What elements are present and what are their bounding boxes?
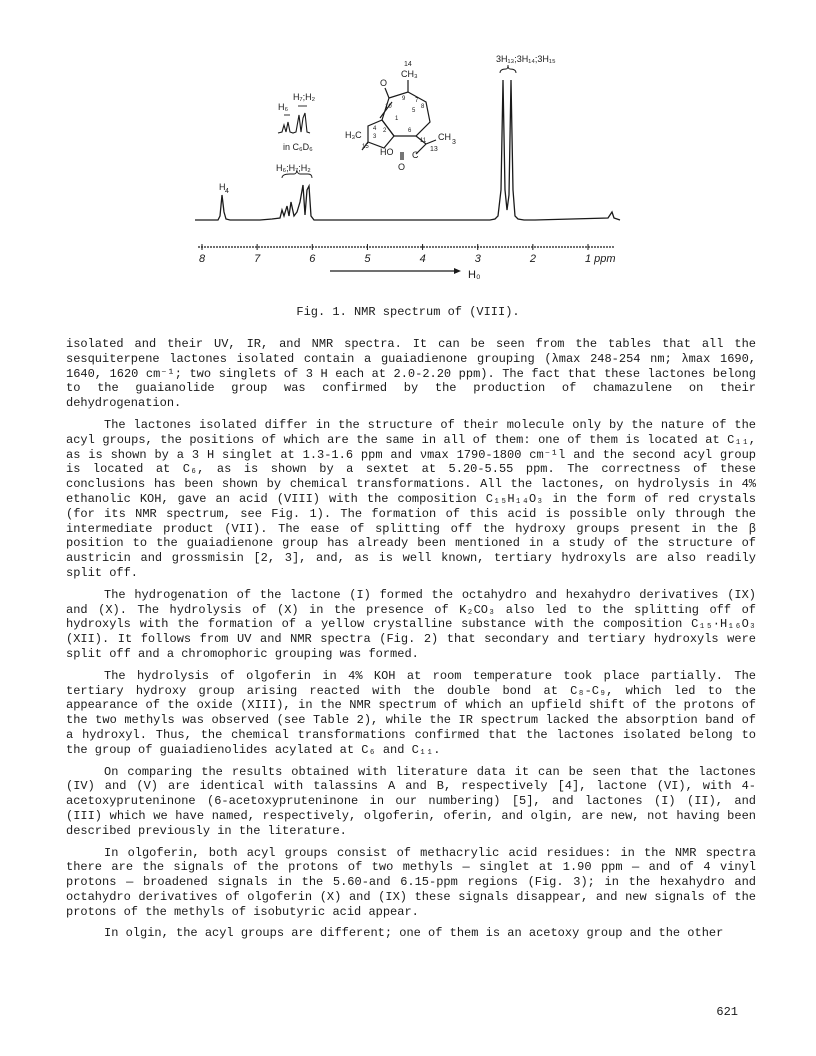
struct-sub3: 3	[452, 139, 456, 146]
struct-num7: 7	[415, 98, 419, 104]
brace-methyls	[500, 65, 516, 73]
peak-label-h4: H	[219, 182, 226, 192]
field-arrow-head	[454, 268, 461, 274]
peak-label-methyls: 3H₁₃;3H₁₄;3H₁₅	[496, 54, 556, 64]
axis-tick-label: 8	[199, 253, 206, 265]
chemical-structure	[362, 80, 436, 160]
struct-num8: 8	[421, 104, 425, 110]
struct-ho: HO	[380, 147, 394, 157]
article-body	[66, 337, 756, 948]
struct-c13: 13	[430, 146, 438, 153]
axis-tick-label: 6	[309, 253, 316, 265]
side-chain-bond-3	[426, 140, 436, 144]
axis-tick-label: 7	[254, 253, 261, 265]
struct-num11: 11	[420, 138, 427, 144]
struct-num9: 9	[402, 96, 406, 102]
struct-num1: 1	[395, 116, 399, 122]
inset-spectrum-trace	[278, 113, 310, 133]
inset-solvent-label: in C₆D₆	[283, 142, 313, 152]
spectrum-trace	[195, 80, 620, 220]
axis-tick-label: 3	[474, 253, 481, 265]
field-label: H₀	[468, 269, 481, 281]
struct-num2: 2	[383, 128, 387, 134]
struct-num15: 15	[362, 144, 369, 150]
axis-tick-label: 4	[419, 253, 426, 265]
axis-tick-label: 2	[529, 253, 536, 265]
struct-ch3-top: CH₃	[401, 69, 418, 79]
struct-num4: 4	[373, 126, 377, 132]
nmr-spectrum-plot	[190, 40, 630, 285]
peak-label-h6h7h2: H₆;H₇;H₂	[276, 163, 311, 173]
page-number: 621	[716, 1005, 738, 1019]
struct-num5: 5	[412, 108, 416, 114]
struct-num3: 3	[373, 134, 377, 140]
carbonyl-bond-top	[385, 88, 389, 98]
struct-ch3-right: CH	[438, 132, 451, 142]
paragraph: The lactones isolated differ in the structure of their molecule only by the nature of the acyl groups, the positions of which are the same in all of them: one of them is located at C₁₁, as is shown by a 3 H singlet at 1.3-1.6 ppm and νmax 1790-1800 cm⁻¹l and the second acyl group is located at C₆, as is shown by a sextet at 5.20-5.55 ppm. The correctness of these conclusions has been shown by chemical transformations. All the lactones, on hydrolysis in 4% ethanolic KOH, gave an acid (VIII) with the composition C₁₅H₁₄O₃ in the form of red crystals (for its NMR spectrum, see Fig. 1). The formation of this acid is possible only through the intermediate product (VII). The ease of splitting off the hydroxy groups present in the β position to the guaiadienone group has already been mentioned in a study of the structure of austricin and grossmisin [2, 3], and, as is well known, tertiary hydroxyls are also readily split off.	[66, 417, 756, 580]
five-membered-ring	[368, 120, 394, 148]
figure-caption: Fig. 1. NMR spectrum of (VIII).	[296, 305, 520, 319]
struct-num10: 10	[385, 104, 392, 110]
paragraph: The hydrogenation of the lactone (I) formed the octahydro and hexahydro derivatives (IX) and (X). The hydrolysis of (X) in the presence of K₂CO₃ also led to the splitting off of hydroxyls with the formation of a yellow crystalline substance with the composition C₁₅·H₁₆O₃ (XII). It follows from UV and NMR spectra (Fig. 2) that secondary and tertiary hydroxyls were split off and a chromophoric grouping was formed.	[66, 587, 756, 661]
struct-c14: 14	[404, 61, 412, 68]
inset-h7h2-label: H₇;H₂	[293, 92, 316, 102]
paragraph: In olgin, the acyl groups are different; one of them is an acetoxy group and the other	[104, 926, 724, 941]
struct-num6: 6	[408, 128, 412, 134]
paragraph: The hydrolysis of olgoferin in 4% KOH at room temperature took place partially. The tertiary hydroxy group arising reacted with the double bond at C₈-C₉, which led to the appearance of the oxide (XIII), in the NMR spectrum of which an upfield shift of the protons of the two methyls was observed (see Table 2), while the IR spectrum lacked the absorption band of a hydroxyl. Thus, the chemical transformations confirmed that the lactones isolated belong to the group of guaiadienolides acylated at C₆ and C₁₁.	[66, 668, 756, 757]
struct-o-bottom: O	[398, 162, 406, 172]
nmr-figure	[190, 40, 630, 285]
struct-o-top: O	[380, 78, 388, 88]
struct-c: C	[412, 150, 419, 160]
peak-label-h4-sub: 4	[225, 188, 229, 195]
paragraph: isolated and their UV, IR, and NMR spectra. It can be seen from the tables that all the sesquiterpene lactones isolated contain a guaiadienone grouping (λmax 248-254 nm; λmax 1690, 1640, 1620 cm⁻¹; two singlets of 3 H each at 2.0-2.20 ppm). The fact that these lactones belong to the guaianolide group was confirmed by the production of chamazulene on their dehydrogenation.	[66, 337, 756, 411]
paragraph: On comparing the results obtained with literature data it can be seen that the lactones (IV) and (V) are identical with talassins A and B, respectively [4], lactone (VI), with 4-acetoxypruteninone (6-acetoxypruteninone in our numbering) [5], and lactones (I) (II), and (III) which we have named, respectively, olgoferin, oferin, and olgin, are new, not having been described previously in the literature.	[66, 764, 756, 838]
axis-tick-label: 5	[364, 253, 371, 265]
struct-h3c: H₃C	[345, 130, 362, 140]
inset-h6-label: H₆	[278, 102, 289, 112]
axis-tick-label: 1 ppm	[585, 253, 616, 265]
paragraph: In olgoferin, both acyl groups consist of methacrylic acid residues: in the NMR spectra there are the signals of the protons of two methyls — singlet at 1.90 ppm — and of 4 vinyl protons — broadened signals in the 5.60-and 6.15-ppm regions (Fig. 3); in the hexahydro and octahydro derivatives of olgoferin (X) and (IX) these signals disappear, and new signals of the protons of the methyls of isobutyric acid appear.	[66, 845, 756, 919]
